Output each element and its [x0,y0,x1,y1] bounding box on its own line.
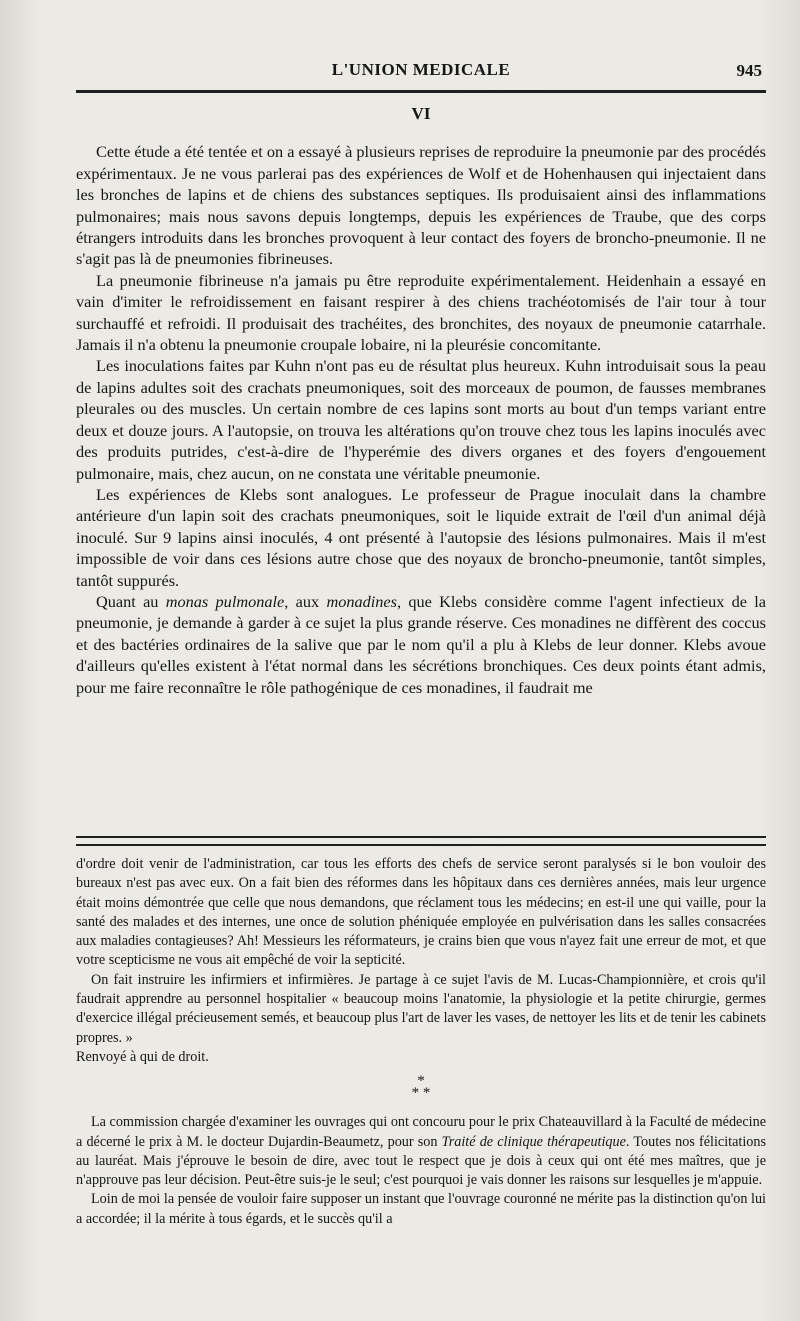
body-paragraph-3: Les inoculations faites par Kuhn n'ont pas eu de résultat plus heureux. Kuhn introduisait sous la peau de lapins adultes soit des crachats pneumoniques, soit des morceaux de poumon, de fausses membranes pleurales ou des muscles. Un certain nombre de ces lapins sont morts au bout d'un temps variant entre deux et douze jours. A l'autopsie, on trouva les altérations qu'on trouve chez tous les lapins inoculés avec des produits putrides, c'est-à-dire de l'hyperémie des divers organes et des foyers d'engouement pulmonaire, mais, chez aucun, on ne constata une véritable pneumonie. [76,356,766,483]
paragraph-5-middle: , aux [284,591,327,611]
footnote-divider [76,836,766,846]
footnote-paragraph-3 [76,1113,766,1190]
paragraph-3-suffix: . Toutes nos félicitations au lauréat. Mais j'éprouve le besoin de dire, avec tout le respect que je dois à ceux qui ont été mes maîtres, que je n'approuve pas leur décision. Peut-être suis-je le seul; c'est pourquoi je vais donner les raisons sur lesquelles je m'appuie. [76,1133,766,1189]
footnote-paragraph-4: Loin de moi la pensée de vouloir faire supposer un instant que l'ouvrage couronné ne mérite pas la distinction qu'on lui a accordée; il la mérite à tous égards, et le succès qu'il a [76,1191,766,1227]
page-number: 945 [736,61,762,80]
running-head [76,54,766,90]
asterism-bottom: * * [411,1085,431,1102]
footnote-paragraph-2: On fait instruire les infirmiers et infirmières. Je partage à ce sujet l'avis de M. Lucas-Championnière, et crois qu'il faudrait apprendre au personnel hospitalier « beaucoup moins l'anatomie, la physiologie et la petite chirurgie, germes d'exercice illégal précieusement semés, et beaucoup plus l'art de laver les vases, de nettoyer les lits et de tenir les cabinets propres. » [76,971,766,1046]
body-paragraph-1: Cette étude a été tentée et on a essayé à plusieurs reprises de reproduire la pneumonie par des procédés expérimentaux. Je ne vous parlerai pas des expériences de Wolf et de Hohenhausen qui injectaient dans les bronches de lapins et de chiens des substances septiques. Ils produisaient ainsi des inflammations pulmonaires; mais nous savons depuis longtemps, depuis les expériences de Traube, que des corps étrangers introduits dans les bronches provoquent à leur contact des foyers de broncho-pneumonie. Il ne s'agit pas là de pneumonies fibrineuses. [76,142,766,269]
term-monadines: monadines [326,591,397,611]
main-body [76,103,766,698]
paragraph-5-prefix: Quant au [96,591,166,611]
journal-title: L'UNION MEDICALE [331,60,511,79]
term-monas-pulmonale: monas pulmonale [165,591,285,611]
footnote-paragraph-1: d'ordre doit venir de l'administration, car tous les efforts des chefs de service seront paralysés si le bon vouloir des bureaux n'est pas avec eux. On a fait bien des réformes dans les hôpitaux dans ces dernières années, mais leur urgence était moins démontrée que celle que nous demandons, que réclament tous les médecins; en est-il une qui vaille, pour la santé des malades et des internes, une once de solution phéniquée employée en pulvérisation dans les salles consacrées aux maladies contagieuses? Ah! Messieurs les réformateurs, je crains bien que vous n'ayez fait une erreur de mot, et que votre scepticisme ne vous ait empêché de voir la septicité. [76,856,766,969]
section-number: VI [411,104,431,123]
footnote-section [76,855,766,1229]
footnote-closing: Renvoyé à qui de droit. [76,1048,209,1065]
book-title: Traité de clinique thérapeutique [441,1133,626,1150]
header-rule [76,90,766,93]
body-paragraph-5 [76,591,766,698]
asterism [76,1073,766,1102]
body-paragraph-4: Les expériences de Klebs sont analogues. Le professeur de Prague inoculait dans la chambre antérieure d'un lapin soit des crachats pneumoniques, soit le liquide extrait de l'œil d'un animal déjà inoculé. Sur 9 lapins ainsi inoculés, 4 ont présenté à l'autopsie des lésions pulmonaires. Mais il m'est impossible de voir dans ces lésions autre chose que des noyaux de broncho-pneumonie, tantôt simples, tantôt suppurés. [76,484,766,590]
paragraph-3-prefix: La commission chargée d'examiner les ouvrages qui ont concouru pour le prix Chateauvillard à la Faculté de médecine a décerné le prix à M. le docteur Dujardin-Beaumetz, pour son [76,1114,766,1150]
asterism-top: * [417,1073,425,1090]
body-paragraph-2: La pneumonie fibrineuse n'a jamais pu être reproduite expérimentalement. Heidenhain a essayé en vain d'imiter le refroidissement en faisant respirer à des chiens trachéotomisés de l'air tour à tour surchauffé et refroidi. Il produisait des trachéites, des bronchites, des noyaux de pneumonie catarrhale. Jamais il n'a obtenu la pneumonie croupale lobaire, ni la pleurésie concomitante. [76,270,766,355]
paragraph-5-suffix: , que Klebs considère comme l'agent infectieux de la pneumonie, je demande à garder à ce sujet la plus grande réserve. Ces monadines ne diffèrent des coccus et des bactéries ordinaires de la salive que par le nom qu'il a plu à Klebs de leur donner. Klebs avoue d'ailleurs qu'elles existent à l'état normal dans les sécrétions bronchiques. Ces deux points étant admis, pour me faire reconnaître le rôle pathogénique de ces monadines, il faudrait me [76,591,767,697]
